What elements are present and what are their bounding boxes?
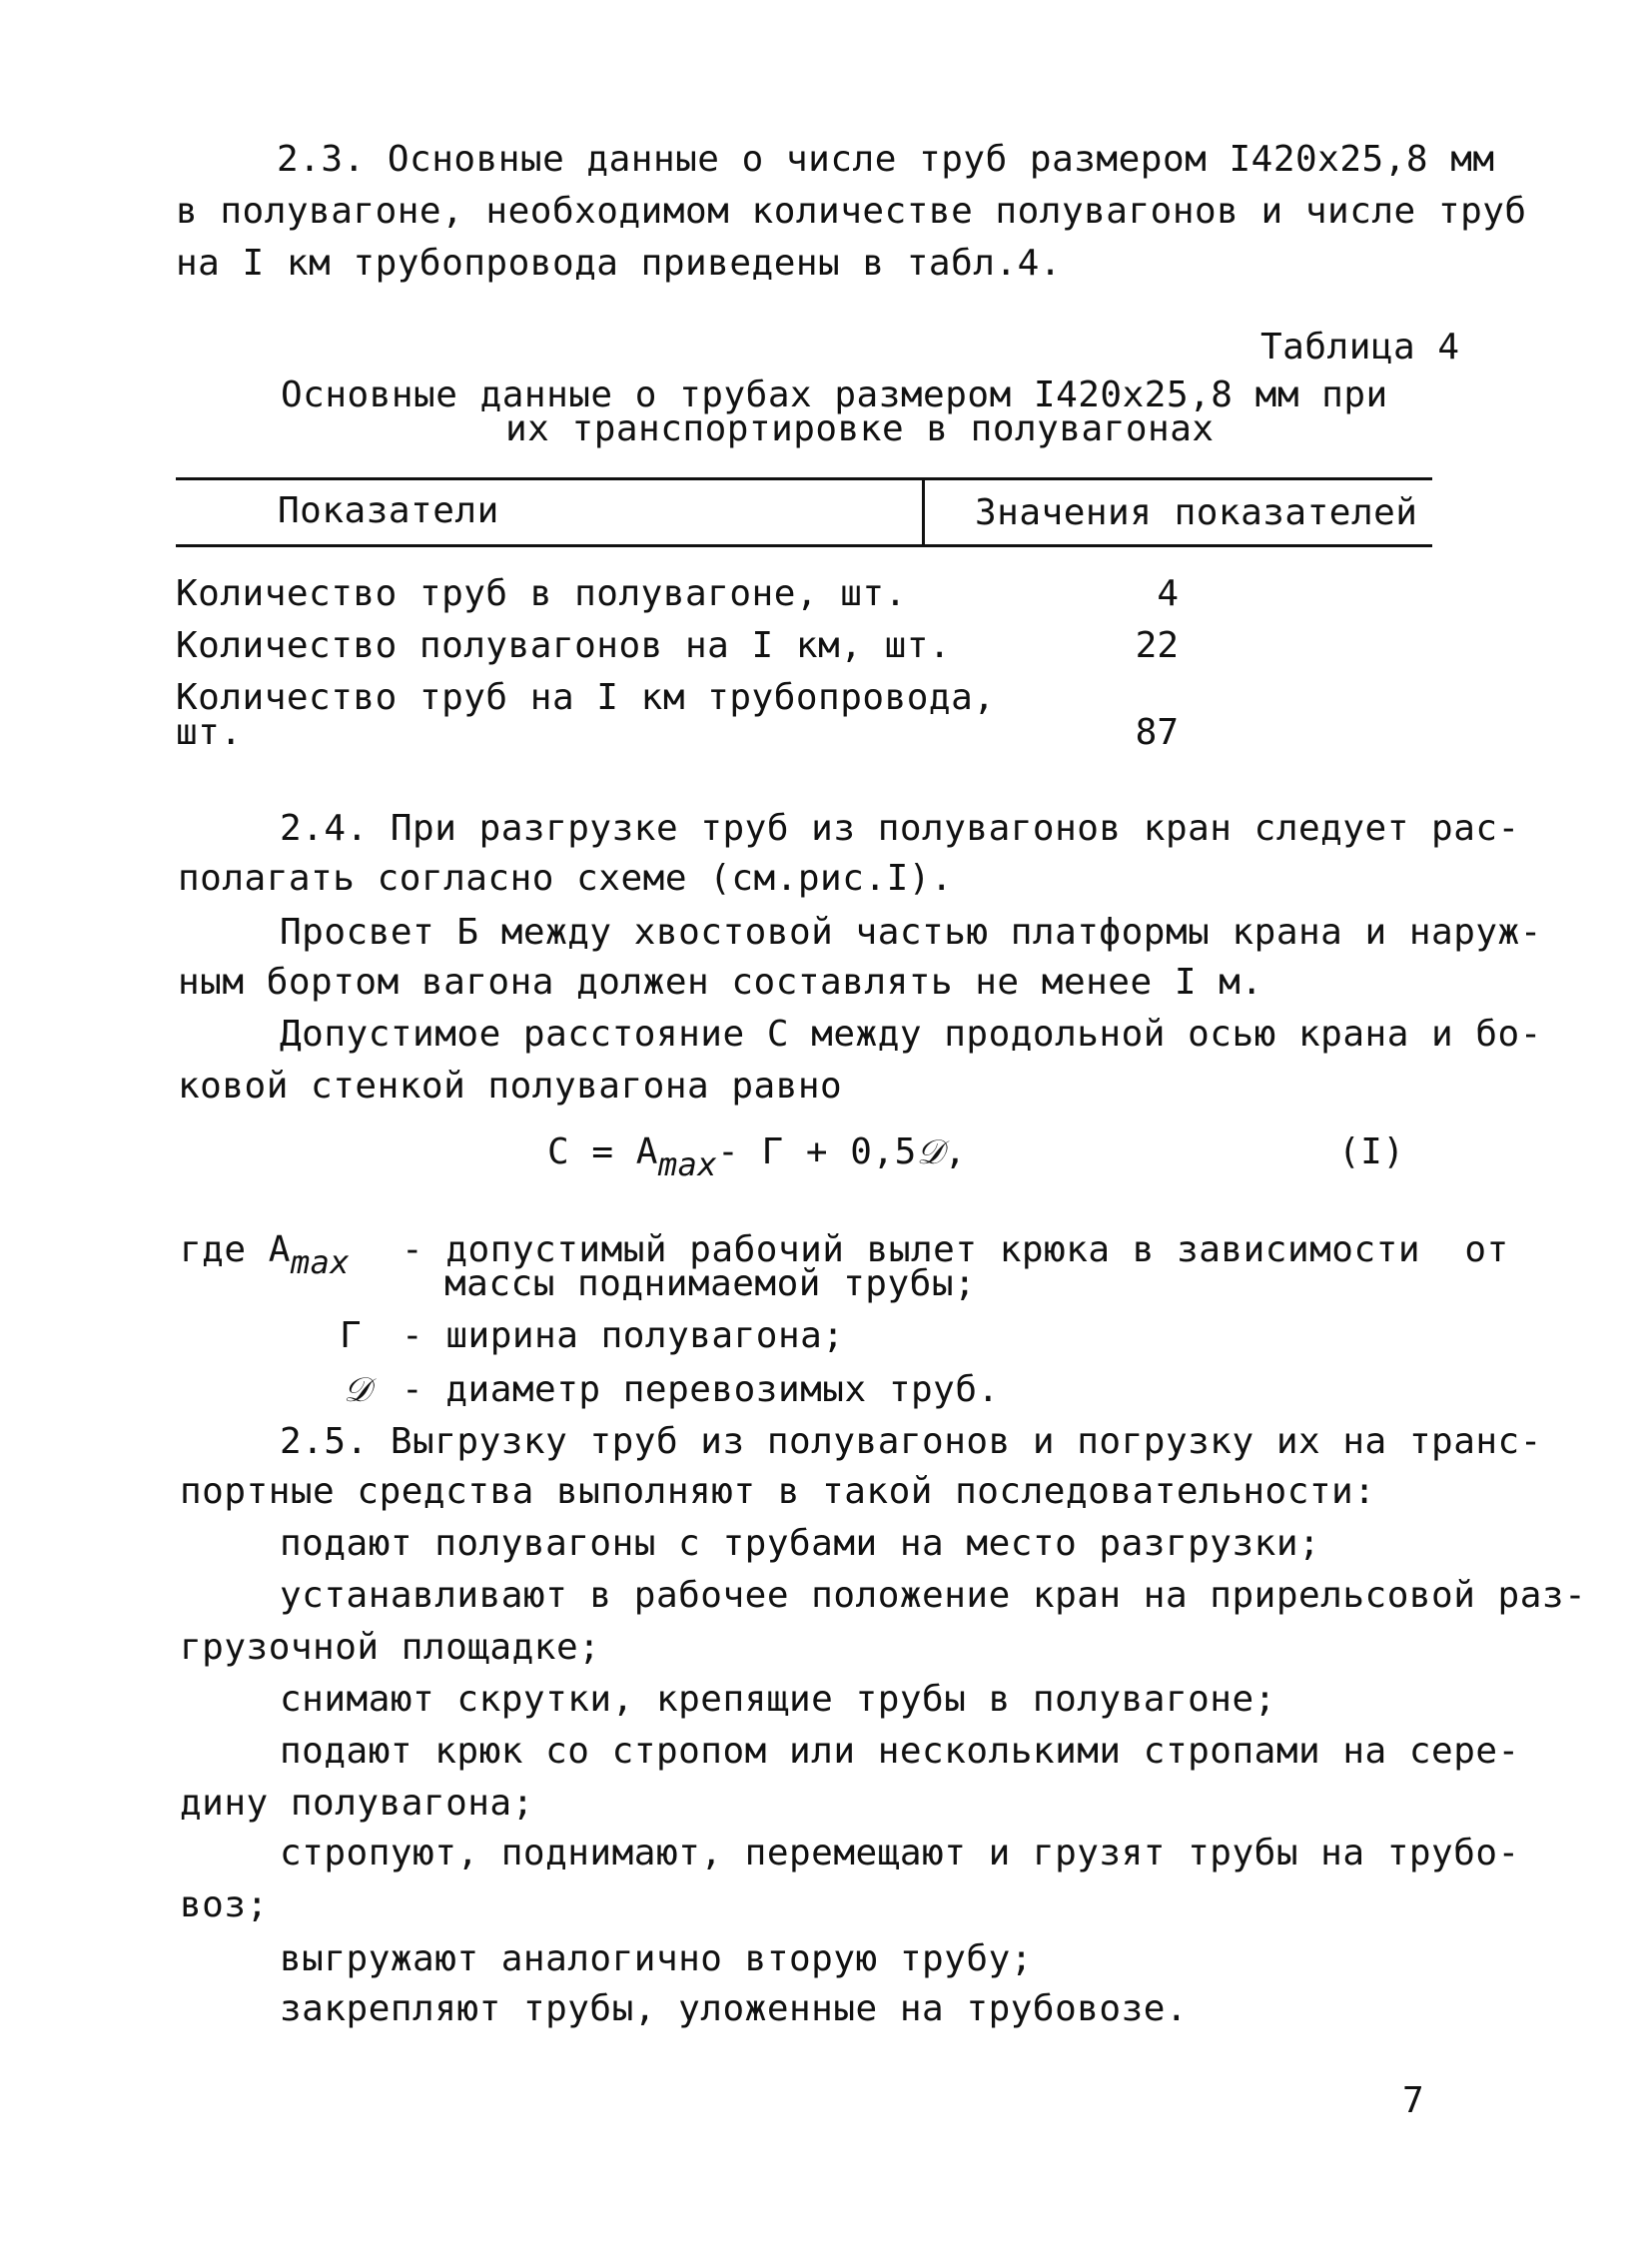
paragraph-2-3-line-1: 2.3. Основные данные о числе труб размером I420x25,8 мм [277,139,1495,180]
formula-number: (I) [1338,1131,1405,1172]
table-row-2-label: Количество полувагонов на I км, шт. [176,625,952,666]
table-header-indicators: Показатели [278,490,499,531]
table-row-1-label: Количество труб в полувагоне, шт. [176,573,907,614]
where-intro-text: где А [180,1229,291,1270]
paragraph-2-4-line-6: ковой стенкой полувагона равно [178,1066,843,1107]
paragraph-2-5-line-12: закрепляют трубы, уложенные на трубовозе. [280,1988,1189,2029]
formula [547,1130,967,1183]
table-header-values: Значения показателей [975,492,1418,533]
table-row-3-value: 87 [1135,712,1179,753]
formula-tail: , [944,1131,967,1172]
table-top-rule [176,477,1432,480]
formula-d-symbol: 𝒟 [916,1132,945,1172]
where-d-text: - диаметр перевозимых труб. [402,1369,1000,1410]
table-column-divider [922,479,925,546]
formula-lhs: С = А [547,1131,658,1172]
paragraph-2-3-line-2: в полувагоне, необходимом количестве полувагонов и числе труб [176,191,1527,232]
paragraph-2-5-line-2: портные средства выполняют в такой последовательности: [180,1471,1376,1512]
table-label: Таблица 4 [1260,327,1460,368]
where-subscript: max [290,1243,351,1281]
paragraph-2-5-line-5: грузочной площадке; [180,1627,601,1668]
formula-rhs: - Г + 0,5 [717,1131,917,1172]
paragraph-2-5-line-9: стропуют, поднимают, перемещают и грузят трубы на трубо- [280,1833,1520,1873]
table-row-1-value: 4 [1157,573,1179,614]
where-intro [180,1228,351,1281]
paragraph-2-5-line-1: 2.5. Выгрузку труб из полувагонов и погрузку их на транс- [280,1421,1542,1462]
paragraph-2-4-line-5: Допустимое расстояние С между продольной осью крана и бо- [280,1014,1542,1055]
formula-subscript: max [657,1145,718,1183]
table-title-line-2: их транспортировке в полувагонах [505,408,1215,449]
paragraph-2-3-line-3: на I км трубопровода приведены в табл.4. [176,243,1062,284]
table-row-2-value: 22 [1135,625,1179,666]
table-header-bottom-rule [176,544,1432,547]
page-number: 7 [1402,2080,1425,2121]
paragraph-2-4-line-2: полагать согласно схеме (см.рис.I). [178,858,954,899]
paragraph-2-5-line-11: выгружают аналогично вторую трубу; [280,1938,1033,1979]
paragraph-2-5-line-8: дину полувагона; [180,1783,534,1824]
paragraph-2-5-line-4: устанавливают в рабочее положение кран на прирельсовой раз- [280,1575,1587,1616]
where-amax-line-2: массы поднимаемой трубы; [444,1263,977,1304]
where-amax-line-1: - допустимый рабочий вылет крюка в зависимости от [402,1229,1509,1270]
table-row-3-label-cont: шт. [176,712,243,753]
paragraph-2-5-line-3: подают полувагоны с трубами на место разгрузки; [280,1523,1321,1564]
where-g-symbol: Г [340,1315,363,1356]
paragraph-2-4-line-3: Просвет Б между хвостовой частью платформы крана и наруж- [280,912,1542,953]
where-g-text: - ширина полувагона; [402,1315,845,1356]
paragraph-2-4-line-4: ным бортом вагона должен составлять не менее I м. [178,962,1263,1003]
paragraph-2-5-line-6: снимают скрутки, крепящие трубы в полувагоне; [280,1679,1276,1720]
where-d-symbol: 𝒟 [344,1370,372,1410]
table-row-3-label: Количество труб на I км трубопровода, [176,677,996,718]
paragraph-2-5-line-10: воз; [180,1884,269,1925]
paragraph-2-4-line-1: 2.4. При разгрузке труб из полувагонов кран следует рас- [280,808,1520,849]
paragraph-2-5-line-7: подают крюк со стропом или несколькими стропами на сере- [280,1731,1520,1772]
table-title-line-1: Основные данные о трубах размером I420x25,8 мм при [281,374,1388,415]
